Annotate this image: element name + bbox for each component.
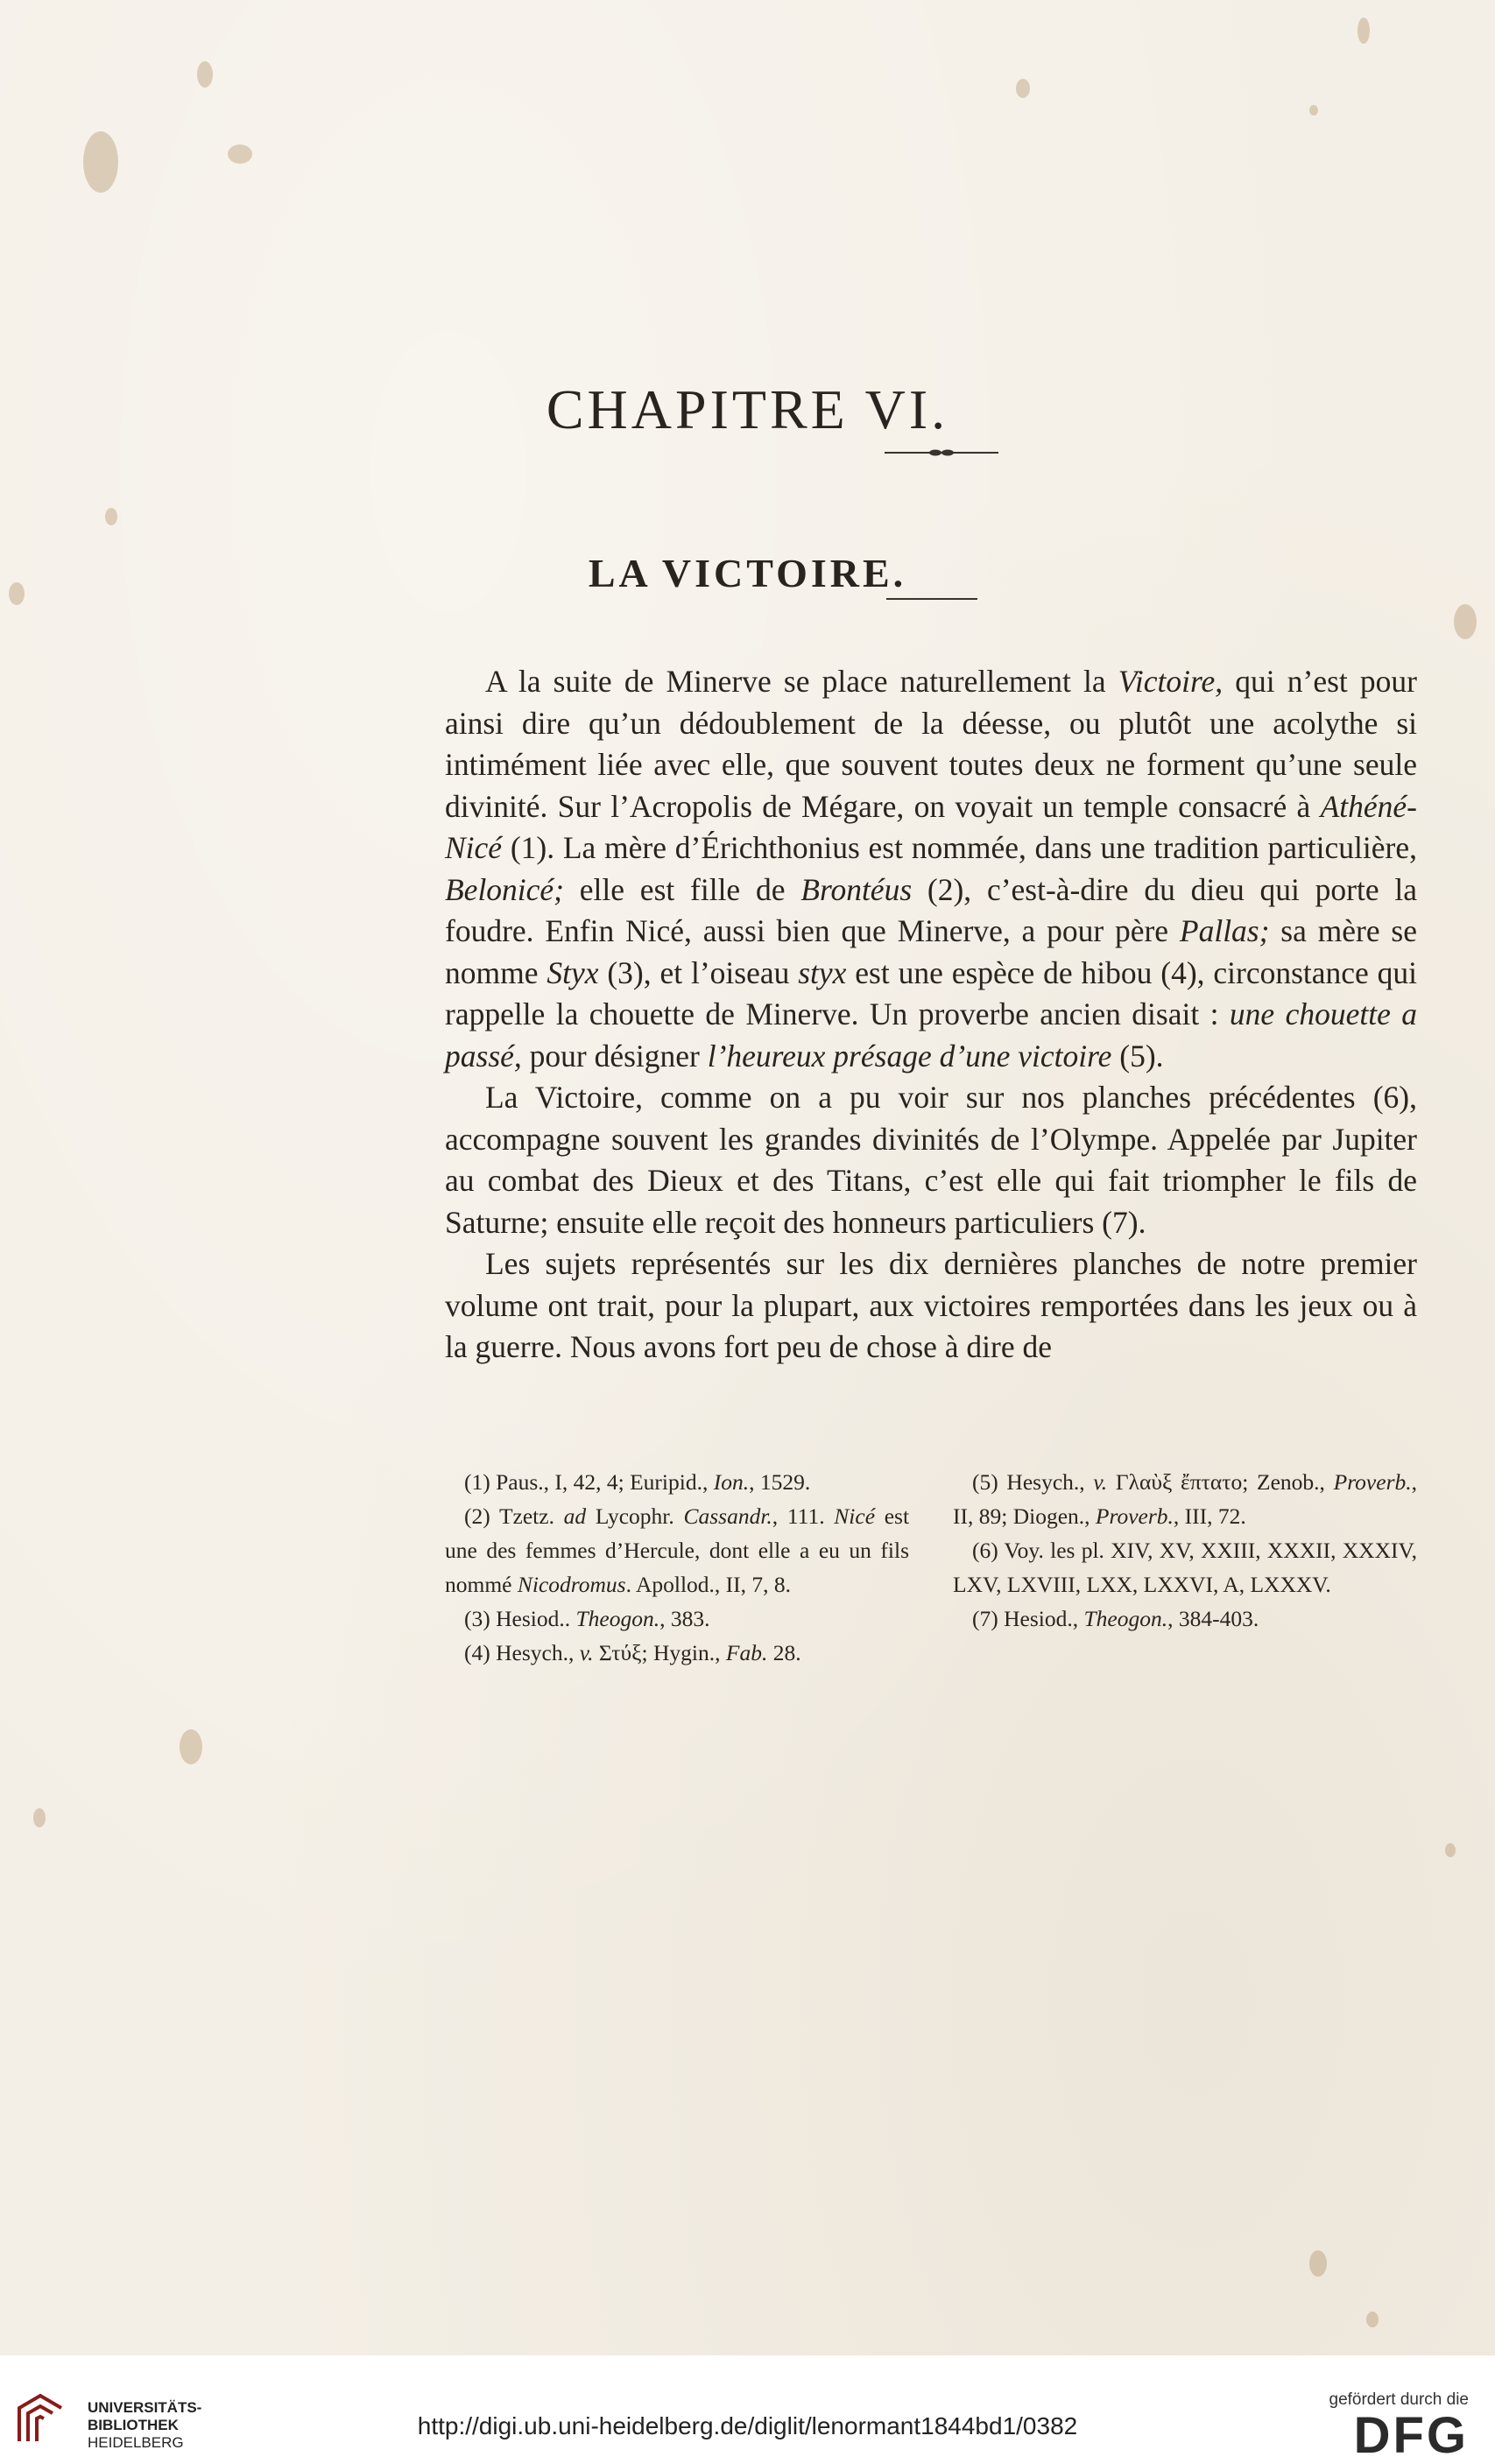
foxing-spot [105, 508, 117, 525]
library-name-line: UNIVERSITÄTS- [88, 2399, 202, 2416]
footnote: (4) Hesych., v. Στύξ; Hygin., Fab. 28. [464, 1640, 801, 1665]
footnote: (3) Hesiod.. Theogon., 383. [464, 1606, 710, 1631]
funding-note: gefördert durch die [1329, 2390, 1469, 2409]
body-text [445, 661, 1417, 1369]
permalink-url[interactable]: http://digi.ub.uni-heidelberg.de/diglit/lenormant1844bd1/0382 [417, 2412, 1078, 2439]
foxing-spot [1309, 105, 1318, 116]
foxing-spot [33, 1808, 46, 1827]
foxing-spot [180, 1729, 202, 1764]
section-divider [886, 598, 977, 600]
foxing-spot [1366, 2312, 1379, 2327]
viewer-footer [0, 2355, 1495, 2456]
library-name-line: BIBLIOTHEK [88, 2417, 179, 2433]
footnote: (1) Paus., I, 42, 4; Euripid., Ion., 1529. [464, 1469, 811, 1495]
footnote: (5) Hesych., v. Γλαὺξ ἔπτατο; Zenob., Proverb., II, 89; Diogen., Proverb., III, 72. [953, 1469, 1417, 1529]
footnote: (2) Tzetz. ad Lycophr. Cassandr., 111. Nicé est une des femmes d’Hercule, dont elle a eu un fils nommé Nicodromus. Apollod., II, 7, 8. [445, 1503, 910, 1597]
body-paragraph: A la suite de Minerve se place naturellement la Victoire, qui n’est pour ainsi dire qu’un dédoublement de la déesse, ou plutôt une acolythe si intimément liée avec elle, que souvent toutes deux ne forment qu’une seule divinité. Sur l’Acropolis de Mégare, on voyait un temple consacré à Athéné-Nicé (1). La mère d’Érichthonius est nommée, dans une tradition particulière, Belonicé; elle est fille de Brontéus (2), c’est-à-dire du dieu qui porte la foudre. Enfin Nicé, aussi bien que Minerve, a pour père Pallas; sa mère se nomme Styx (3), et l’oiseau styx est une espèce de hibou (4), circonstance qui rappelle la chouette de Minerve. Un proverbe ancien disait : une chouette a passé, pour désigner l’heureux présage d’une victoire (5). [445, 664, 1418, 1074]
foxing-spot [197, 61, 213, 88]
footnote: (6) Voy. les pl. XIV, XV, XXIII, XXXII, XXXIV, LXV, LXVIII, LXX, LXXVI, A, LXXXV. [953, 1538, 1417, 1597]
chapter-title: CHAPITRE VI. [546, 377, 949, 440]
foxing-spot [83, 131, 118, 193]
foxing-spot [1357, 18, 1370, 44]
section-title: LA VICTOIRE. [588, 551, 907, 596]
foxing-spot [1454, 604, 1477, 639]
foxing-spot [1309, 2250, 1327, 2277]
library-name-line: HEIDELBERG [88, 2434, 184, 2451]
dfg-logo: DFG [1353, 2407, 1469, 2464]
body-paragraph: La Victoire, comme on a pu voir sur nos planches précédentes (6), accompagne souvent les grandes divinités de l’Olympe. Appelée par Jupiter au combat des Dieux et des Titans, c’est elle qui fait triompher le fils de Saturne; ensuite elle reçoit des honneurs particuliers (7). [445, 1080, 1417, 1240]
footnote: (7) Hesiod., Theogon., 384-403. [972, 1606, 1259, 1631]
foxing-spot [1016, 79, 1030, 98]
foxing-spot [1445, 1843, 1456, 1857]
ornament-divider [885, 447, 998, 459]
body-paragraph: Les sujets représentés sur les dix dernières planches de notre premier volume ont trait, pour la plupart, aux victoires remportées dans les jeux ou à la guerre. Nous avons fort peu de chose à dire de [445, 1246, 1417, 1364]
footnotes-left-column [445, 1465, 909, 1670]
funding-credit [1302, 2390, 1469, 2462]
foxing-spot [228, 144, 252, 164]
footnotes-right-column [953, 1465, 1417, 1636]
